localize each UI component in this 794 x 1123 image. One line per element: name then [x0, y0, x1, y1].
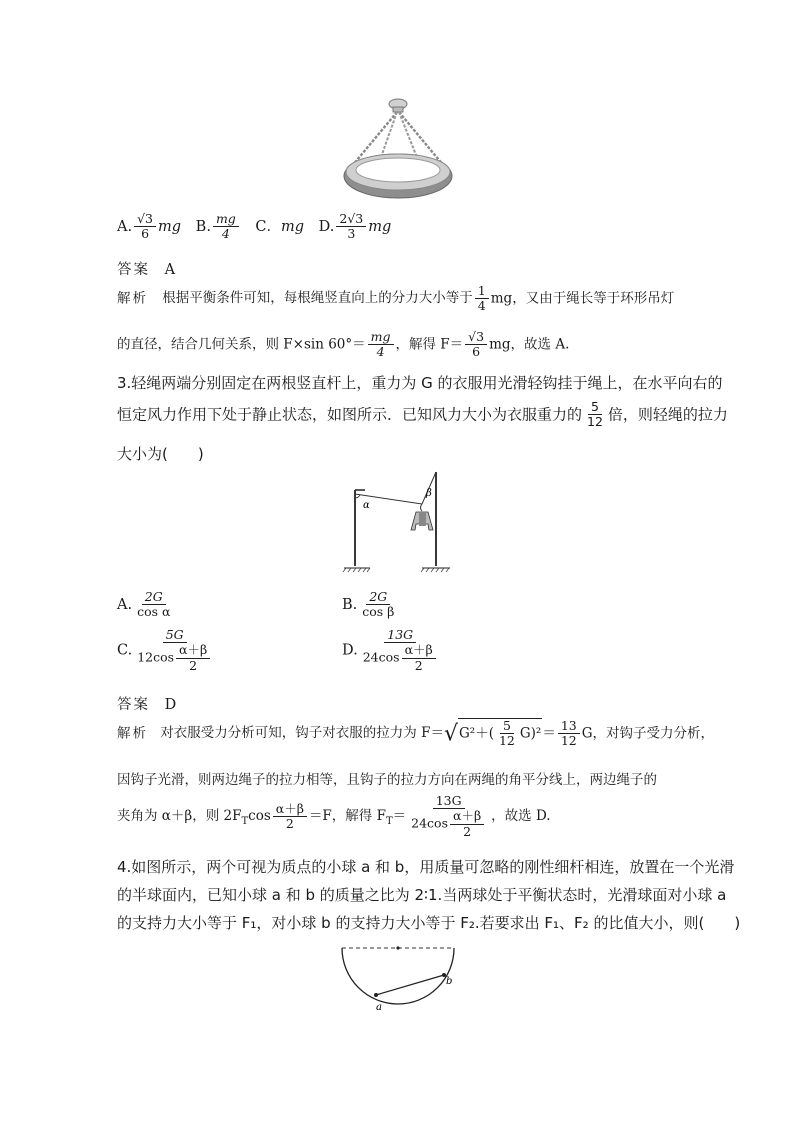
q2-answer — [117, 258, 175, 279]
q3-stem-line-2: 恒定风力作用下处于静止状态，如图所示．已知风力大小为衣服重力的 $\frac{5}{12}$ 倍，则轻绳的拉力 — [117, 399, 728, 430]
q3-answer: 答案 D — [117, 697, 177, 713]
q3-stem-line-3: 大小为( ) — [117, 445, 204, 463]
q3-explain-line-1: 解析 对衣服受力分析可知，钩子对衣服的拉力为 F＝√G²＋( $\frac{5}{12}$ G)²＝ $\frac{13}{12}$ G，对钩子受力分析， — [117, 718, 715, 749]
q3-option-d: D. 13G 24cos $\frac{\alpha+\beta}{2}$ — [342, 628, 443, 673]
q2-option-b: B. $\frac{mg}{4}$ — [196, 219, 246, 235]
clothesline-figure — [340, 466, 455, 578]
q4-stem-line-3: 的支持力大小等于 F₁，对小球 b 的支持力大小等于 F₂.若要求出 F₁、F₂ 的比值大小，则( ) — [117, 914, 741, 932]
q2-option-d: D. $\frac{2√3}{3}$ mg — [318, 211, 392, 242]
q4-stem-line-2: 的半球面内，已知小球 a 和 b 的质量之比为 2∶1.当两球处于平衡状态时，光滑球面对小球 a — [117, 886, 727, 904]
q2-explain-line-2: 的直径，结合几何关系，则 F×sin 60°＝ $\frac{mg}{4}$ ，解得 F＝ $\frac{√3}{6}$ mg，故选 A. — [117, 329, 570, 360]
q3-option-a: A. $\frac{2G}{\text{cos α}}$ — [117, 589, 171, 620]
q3-explain-line-3: 夹角为 α＋β，则 $2F_T\cos$ $\frac{\alpha+\beta}{2}$ ＝F，解得 $F_T=$ 13G 24cos $\frac{\alpha+\beta}{2}$ ，故选 D. — [117, 793, 551, 839]
beta-label: β — [426, 488, 432, 499]
q2-option-c: C．mg — [255, 218, 305, 235]
q3-stem-line-1: 3.轻绳两端分别固定在两根竖直杆上，重力为 G 的衣服用光滑轻钩挂于绳上，在水平向右的 — [117, 374, 723, 392]
q3-option-c: C. 5G 12cos $\frac{\alpha+\beta}{2}$ — [117, 628, 217, 673]
answer-label: 答案 — [117, 262, 150, 278]
ball-a-label: a — [376, 1002, 382, 1013]
chandelier-figure — [340, 96, 460, 202]
q2-option-a: A. $\frac{√3}{6}$ mg — [117, 211, 182, 242]
q4-stem-line-1: 4.如图所示，两个可视为质点的小球 a 和 b，用质量可忽略的刚性细杆相连，放置在一个光滑 — [117, 858, 735, 876]
alpha-label: α — [363, 500, 370, 511]
q2-explain-line-1: 解析 根据平衡条件可知，每根绳竖直向上的分力大小等于 $\frac{1}{4}$ mg，又由于绳长等于环形吊灯 — [117, 283, 675, 314]
hemisphere-figure — [338, 942, 460, 1014]
q3-explain-line-2: 因钩子光滑，则两边绳子的拉力相等，且钩子的拉力方向在两绳的角平分线上，两边绳子的 — [117, 772, 657, 788]
q2-options — [117, 212, 391, 242]
answer-value: A — [164, 262, 176, 278]
ball-b-label: b — [446, 976, 453, 987]
q3-option-b: B. $\frac{2G}{\text{cos β}}$ — [342, 589, 395, 620]
